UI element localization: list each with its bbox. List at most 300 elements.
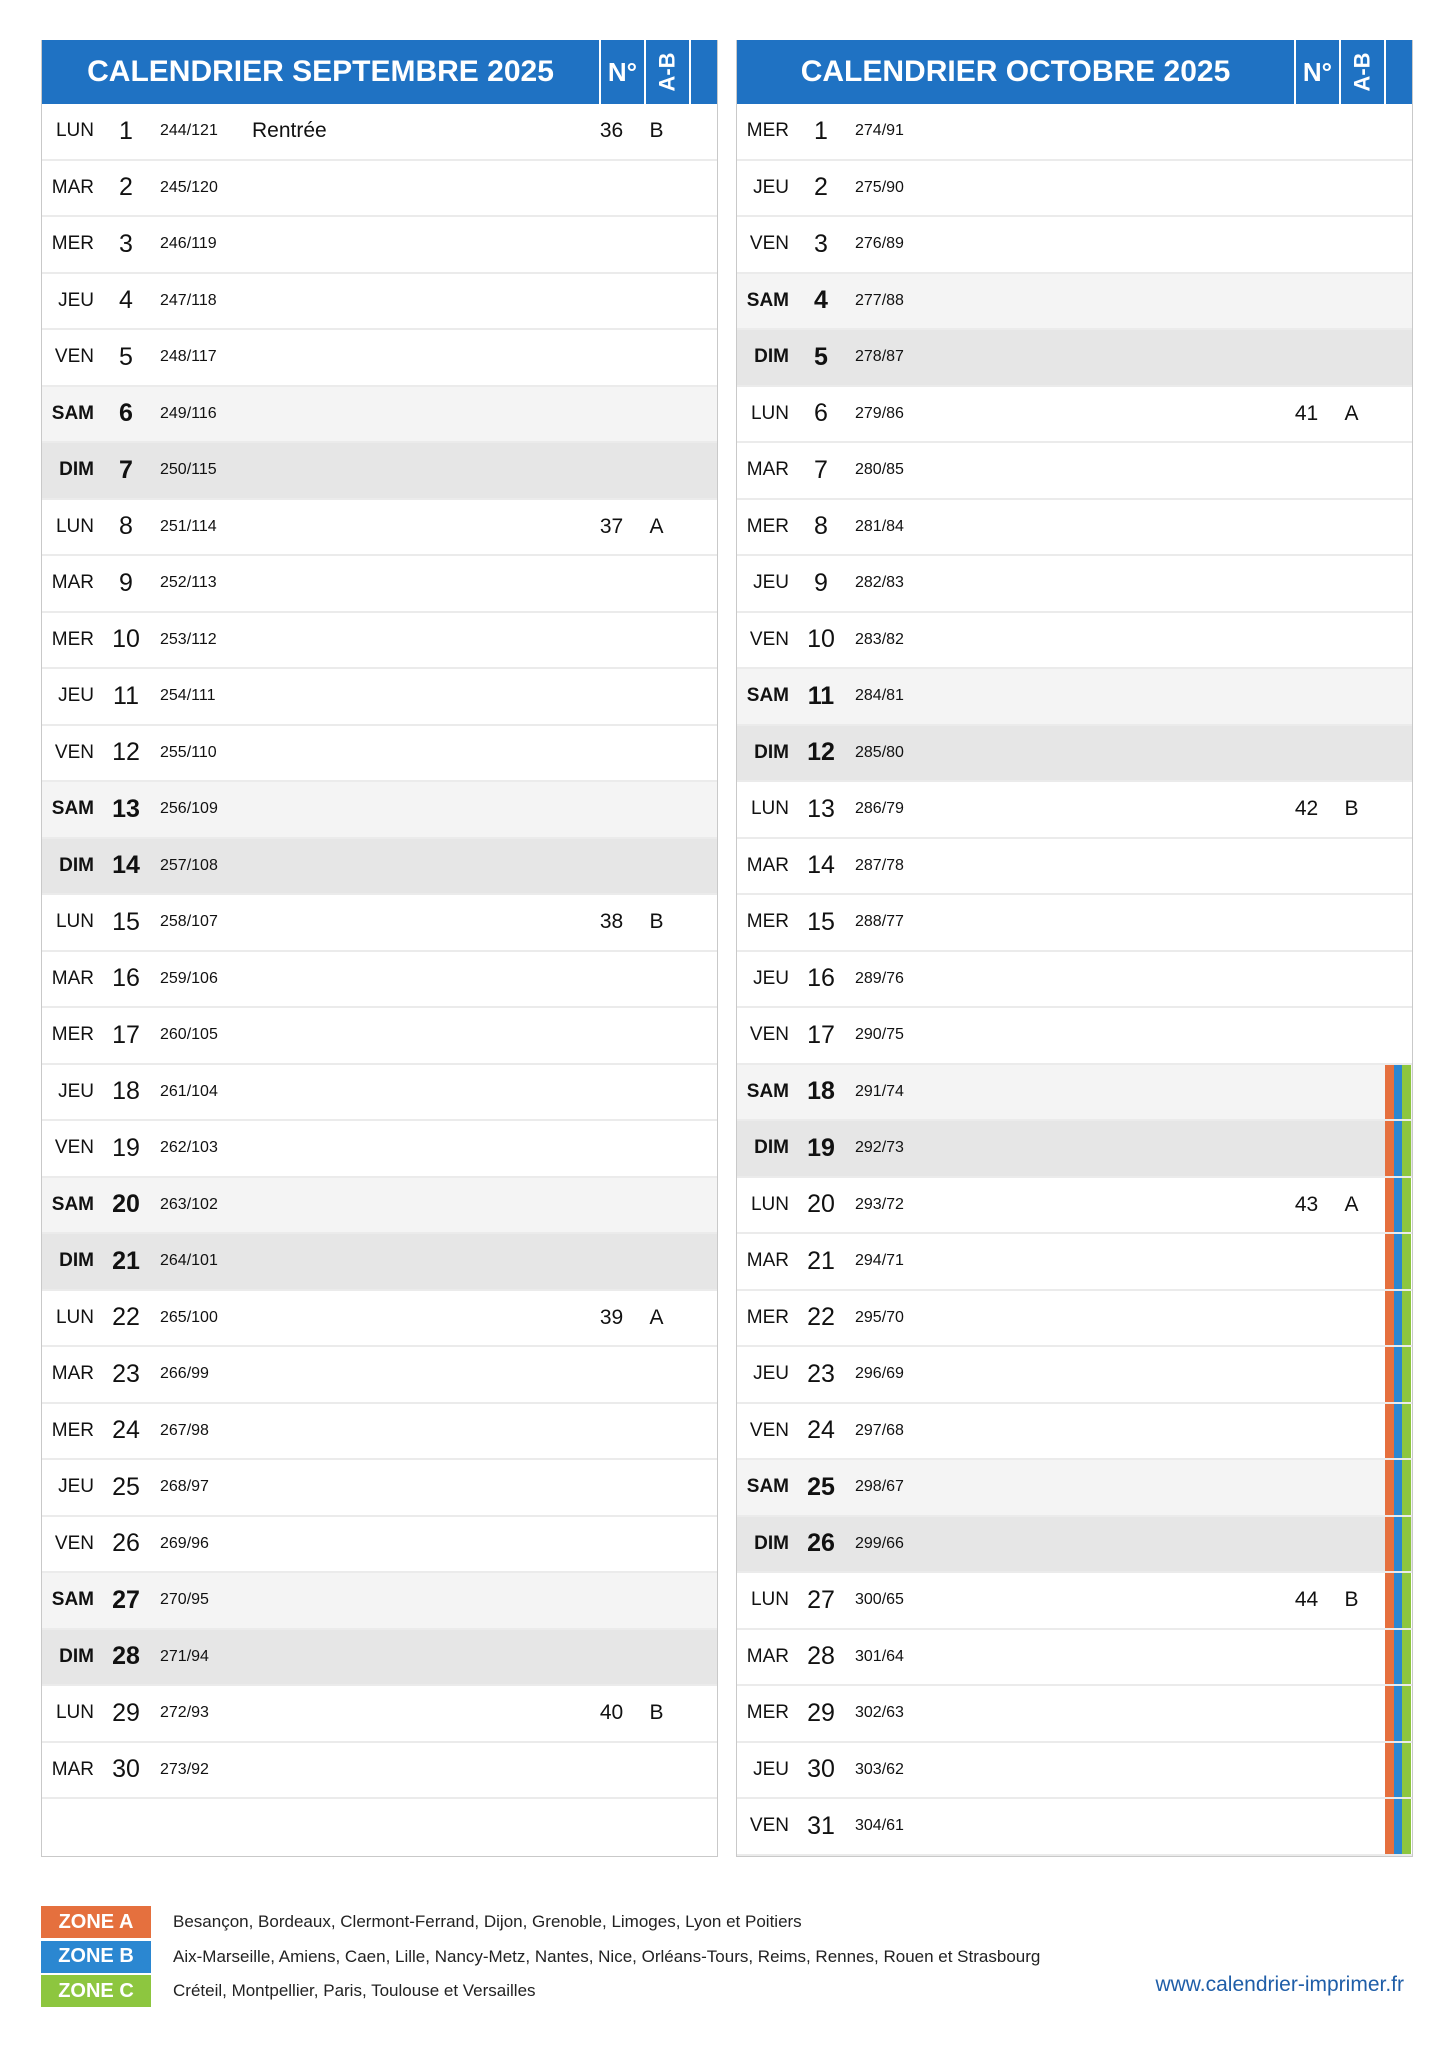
- day-name: MER: [51, 1024, 94, 1046]
- day-of-year: 276/89: [855, 235, 904, 253]
- day-of-year: 283/82: [855, 630, 904, 648]
- day-name: VEN: [54, 1532, 94, 1554]
- day-number: 31: [807, 1811, 835, 1840]
- day-name: LUN: [750, 1589, 789, 1611]
- day-of-year: 244/121: [160, 122, 218, 140]
- day-number: 20: [807, 1190, 835, 1219]
- day-of-year: 277/88: [855, 291, 904, 309]
- day-of-year: 280/85: [855, 461, 904, 479]
- header-spacer: [1384, 40, 1412, 104]
- day-number: 14: [112, 851, 140, 880]
- day-of-year: 247/118: [160, 291, 217, 309]
- day-of-year: 266/99: [160, 1365, 209, 1383]
- day-name: LUN: [55, 120, 94, 142]
- zone-b-vacation-bar: [1394, 1517, 1403, 1572]
- day-row: [737, 1178, 1412, 1235]
- day-name: DIM: [59, 854, 94, 876]
- day-of-year: 270/95: [160, 1591, 209, 1609]
- day-number: 30: [112, 1755, 140, 1784]
- day-of-year: 299/66: [855, 1534, 904, 1552]
- day-of-year: 301/64: [855, 1647, 904, 1665]
- zone-b-vacation-bar: [1394, 1460, 1403, 1515]
- day-number: 25: [112, 1472, 140, 1501]
- day-name: JEU: [753, 572, 789, 594]
- zone-b-vacation-bar: [1394, 1178, 1403, 1233]
- zone-c-vacation-bar: [1402, 1291, 1411, 1346]
- day-of-year: 256/109: [160, 800, 218, 818]
- day-name: JEU: [753, 1758, 789, 1780]
- day-row: [42, 104, 717, 161]
- week-number: 43: [1294, 1192, 1319, 1216]
- day-row: [737, 1291, 1412, 1348]
- vacation-bars: [1385, 1065, 1411, 1120]
- day-row: [737, 1121, 1412, 1178]
- day-number: 28: [112, 1642, 140, 1671]
- day-name: DIM: [754, 1137, 789, 1159]
- day-of-year: 290/75: [855, 1026, 904, 1044]
- day-number: 21: [807, 1246, 835, 1275]
- day-number: 12: [807, 738, 835, 767]
- day-name: MER: [746, 515, 789, 537]
- day-row: [42, 839, 717, 896]
- day-of-year: 288/77: [855, 913, 904, 931]
- day-row: [737, 1686, 1412, 1743]
- day-number: 27: [112, 1585, 140, 1614]
- day-of-year: 298/67: [855, 1478, 904, 1496]
- day-name: JEU: [753, 1363, 789, 1385]
- day-row: [737, 726, 1412, 783]
- day-row: [737, 613, 1412, 670]
- week-number: 40: [599, 1701, 624, 1725]
- day-of-year: 279/86: [855, 404, 904, 422]
- day-of-year: 251/114: [160, 517, 217, 535]
- day-number: 19: [807, 1133, 835, 1162]
- day-number: 15: [807, 907, 835, 936]
- week-ab: A: [649, 1305, 664, 1329]
- day-name: DIM: [59, 1645, 94, 1667]
- day-of-year: 278/87: [855, 348, 904, 366]
- zone-c-vacation-bar: [1402, 1121, 1411, 1176]
- day-name: LUN: [55, 911, 94, 933]
- zone-b-vacation-bar: [1394, 1686, 1403, 1741]
- zone-a-vacation-bar: [1385, 1065, 1394, 1120]
- zone-a-vacation-bar: [1385, 1404, 1394, 1459]
- day-row: [42, 500, 717, 557]
- day-number: 27: [807, 1585, 835, 1614]
- day-number: 29: [112, 1698, 140, 1727]
- week-ab: B: [1344, 797, 1359, 821]
- zone-a-vacation-bar: [1385, 1460, 1394, 1515]
- day-name: MAR: [746, 1250, 789, 1272]
- zone-c-vacation-bar: [1402, 1178, 1411, 1233]
- day-number: 21: [112, 1246, 140, 1275]
- day-number: 2: [119, 173, 133, 202]
- day-of-year: 263/102: [160, 1195, 218, 1213]
- day-number: 13: [112, 794, 140, 823]
- day-name: SAM: [746, 1476, 789, 1498]
- zone-b-vacation-bar: [1394, 1234, 1403, 1289]
- day-name: LUN: [750, 402, 789, 424]
- day-number: 12: [112, 738, 140, 767]
- day-number: 26: [807, 1529, 835, 1558]
- day-row: [42, 387, 717, 444]
- legend-zone-b: [41, 1940, 1040, 1975]
- day-of-year: 300/65: [855, 1591, 904, 1609]
- zone-b-vacation-bar: [1394, 1630, 1403, 1685]
- day-row: [737, 1347, 1412, 1404]
- day-row: [42, 669, 717, 726]
- vacation-bars: [1385, 1743, 1411, 1798]
- day-row: [42, 895, 717, 952]
- october-title: CALENDRIER OCTOBRE 2025: [800, 55, 1231, 88]
- day-number: 20: [112, 1190, 140, 1219]
- day-number: 24: [807, 1416, 835, 1445]
- day-number: 7: [814, 455, 828, 484]
- day-number: 8: [814, 512, 828, 541]
- zone-b-vacation-bar: [1394, 1121, 1403, 1176]
- day-row: [42, 1630, 717, 1687]
- zone-a-vacation-bar: [1385, 1630, 1394, 1685]
- day-of-year: 268/97: [160, 1478, 209, 1496]
- zone-a-vacation-bar: [1385, 1686, 1394, 1741]
- day-of-year: 295/70: [855, 1308, 904, 1326]
- day-name: DIM: [754, 1532, 789, 1554]
- day-of-year: 294/71: [855, 1252, 904, 1270]
- day-number: 5: [119, 342, 133, 371]
- day-number: 1: [814, 116, 828, 145]
- day-of-year: 286/79: [855, 800, 904, 818]
- day-name: DIM: [754, 741, 789, 763]
- day-row: [42, 1008, 717, 1065]
- day-of-year: 261/104: [160, 1082, 218, 1100]
- day-name: VEN: [749, 1024, 789, 1046]
- day-name: DIM: [59, 459, 94, 481]
- day-name: MAR: [51, 967, 94, 989]
- day-number: 18: [112, 1077, 140, 1106]
- day-of-year: 271/94: [160, 1647, 209, 1665]
- day-of-year: 253/112: [160, 630, 217, 648]
- vacation-bars: [1385, 1799, 1411, 1854]
- vacation-bars: [1385, 1178, 1411, 1233]
- day-name: JEU: [753, 176, 789, 198]
- day-row: [42, 161, 717, 218]
- ab-header: [1339, 40, 1384, 104]
- day-name: MAR: [746, 459, 789, 481]
- day-number: 19: [112, 1133, 140, 1162]
- week-number: 36: [599, 119, 624, 143]
- day-row: [737, 274, 1412, 331]
- week-number: 44: [1294, 1588, 1319, 1612]
- day-of-year: 285/80: [855, 743, 904, 761]
- day-row: [42, 1686, 717, 1743]
- vacation-bars: [1385, 1686, 1411, 1741]
- day-row: [42, 1404, 717, 1461]
- day-name: MER: [51, 1419, 94, 1441]
- zone-a-cities: Besançon, Bordeaux, Clermont-Ferrand, Dijon, Grenoble, Limoges, Lyon et Poitiers: [173, 1912, 802, 1932]
- day-number: 1: [119, 116, 133, 145]
- day-row: [42, 443, 717, 500]
- day-name: JEU: [58, 289, 94, 311]
- day-row: [737, 1743, 1412, 1800]
- day-number: 9: [814, 568, 828, 597]
- day-number: 24: [112, 1416, 140, 1445]
- day-of-year: 296/69: [855, 1365, 904, 1383]
- zone-a-vacation-bar: [1385, 1291, 1394, 1346]
- website-link[interactable]: www.calendrier-imprimer.fr: [1155, 1973, 1404, 1996]
- zone-a-vacation-bar: [1385, 1573, 1394, 1628]
- day-row: [42, 330, 717, 387]
- legend-zone-c: [41, 1974, 1040, 2009]
- vacation-bars: [1385, 1234, 1411, 1289]
- september-calendar: [41, 40, 718, 1857]
- zone-a-vacation-bar: [1385, 1234, 1394, 1289]
- day-name: JEU: [58, 685, 94, 707]
- day-number: 4: [814, 286, 828, 315]
- day-of-year: 267/98: [160, 1421, 209, 1439]
- day-number: 17: [807, 1020, 835, 1049]
- day-row: [42, 556, 717, 613]
- day-of-year: 264/101: [160, 1252, 218, 1270]
- day-row: [42, 726, 717, 783]
- day-of-year: 273/92: [160, 1760, 209, 1778]
- day-row: [737, 161, 1412, 218]
- day-row: [737, 217, 1412, 274]
- day-name: VEN: [749, 628, 789, 650]
- day-name: SAM: [746, 289, 789, 311]
- vacation-bars: [1385, 1630, 1411, 1685]
- day-name: DIM: [59, 1250, 94, 1272]
- zone-a-vacation-bar: [1385, 1799, 1394, 1854]
- day-number: 5: [814, 342, 828, 371]
- day-name: MER: [746, 1306, 789, 1328]
- day-name: DIM: [754, 346, 789, 368]
- day-of-year: 257/108: [160, 856, 218, 874]
- zone-c-vacation-bar: [1402, 1404, 1411, 1459]
- day-number: 2: [814, 173, 828, 202]
- day-of-year: 248/117: [160, 348, 217, 366]
- week-ab: B: [649, 1701, 664, 1725]
- vacation-bars: [1385, 1291, 1411, 1346]
- day-row: [42, 1517, 717, 1574]
- day-number: 17: [112, 1020, 140, 1049]
- day-of-year: 259/106: [160, 969, 218, 987]
- day-row: [42, 1234, 717, 1291]
- day-number: 25: [807, 1472, 835, 1501]
- day-row: [737, 556, 1412, 613]
- day-number: 13: [807, 794, 835, 823]
- day-row: [42, 217, 717, 274]
- vacation-bars: [1385, 1573, 1411, 1628]
- day-row: [737, 839, 1412, 896]
- day-name: SAM: [51, 798, 94, 820]
- zone-c-vacation-bar: [1402, 1234, 1411, 1289]
- day-name: SAM: [746, 1080, 789, 1102]
- day-row: [737, 1799, 1412, 1856]
- day-number: 6: [814, 399, 828, 428]
- day-row: [737, 1573, 1412, 1630]
- week-ab: A: [649, 514, 664, 538]
- day-row: [42, 952, 717, 1009]
- day-of-year: 291/74: [855, 1082, 904, 1100]
- day-of-year: 258/107: [160, 913, 218, 931]
- day-name: SAM: [51, 1589, 94, 1611]
- day-name: MER: [51, 233, 94, 255]
- header-spacer: [689, 40, 717, 104]
- week-ab: B: [649, 119, 664, 143]
- day-row: [737, 1234, 1412, 1291]
- day-name: MER: [51, 628, 94, 650]
- day-name: MAR: [51, 572, 94, 594]
- zone-c-badge: ZONE C: [41, 1975, 151, 2007]
- day-of-year: 287/78: [855, 856, 904, 874]
- day-number: 16: [807, 964, 835, 993]
- day-name: SAM: [51, 1193, 94, 1215]
- zone-b-vacation-bar: [1394, 1291, 1403, 1346]
- day-number: 10: [112, 625, 140, 654]
- day-number: 16: [112, 964, 140, 993]
- day-name: MAR: [746, 854, 789, 876]
- zone-b-vacation-bar: [1394, 1799, 1403, 1854]
- day-of-year: 282/83: [855, 574, 904, 592]
- day-row: [42, 274, 717, 331]
- day-name: MAR: [51, 1363, 94, 1385]
- day-of-year: 246/119: [160, 235, 217, 253]
- week-number: 41: [1294, 401, 1319, 425]
- day-number: 18: [807, 1077, 835, 1106]
- zone-b-vacation-bar: [1394, 1404, 1403, 1459]
- zone-legend: [41, 1905, 1040, 2009]
- september-header: [42, 40, 717, 104]
- zone-a-badge: ZONE A: [41, 1906, 151, 1938]
- day-number: 8: [119, 512, 133, 541]
- day-number: 23: [807, 1359, 835, 1388]
- day-name: LUN: [55, 515, 94, 537]
- day-row: [42, 1291, 717, 1348]
- day-of-year: 260/105: [160, 1026, 218, 1044]
- day-name: MAR: [746, 1645, 789, 1667]
- day-number: 30: [807, 1755, 835, 1784]
- day-name: MAR: [51, 1758, 94, 1780]
- day-of-year: 281/84: [855, 517, 904, 535]
- day-row: [737, 1065, 1412, 1122]
- day-number: 28: [807, 1642, 835, 1671]
- day-of-year: 255/110: [160, 743, 217, 761]
- vacation-bars: [1385, 1347, 1411, 1402]
- day-number: 9: [119, 568, 133, 597]
- vacation-bars: [1385, 1404, 1411, 1459]
- zone-c-vacation-bar: [1402, 1686, 1411, 1741]
- week-ab: B: [649, 910, 664, 934]
- day-name: LUN: [55, 1702, 94, 1724]
- october-header: [737, 40, 1412, 104]
- zone-b-vacation-bar: [1394, 1743, 1403, 1798]
- day-name: VEN: [54, 346, 94, 368]
- day-number: 10: [807, 625, 835, 654]
- zone-a-vacation-bar: [1385, 1178, 1394, 1233]
- zone-b-vacation-bar: [1394, 1347, 1403, 1402]
- day-name: LUN: [55, 1306, 94, 1328]
- day-row: [737, 443, 1412, 500]
- day-number: 29: [807, 1698, 835, 1727]
- day-row: [737, 895, 1412, 952]
- day-of-year: 249/116: [160, 404, 217, 422]
- day-number: 6: [119, 399, 133, 428]
- day-of-year: 262/103: [160, 1139, 218, 1157]
- day-of-year: 289/76: [855, 969, 904, 987]
- day-of-year: 252/113: [160, 574, 217, 592]
- week-number: 37: [599, 514, 624, 538]
- zone-b-badge: ZONE B: [41, 1941, 151, 1973]
- day-of-year: 293/72: [855, 1195, 904, 1213]
- day-of-year: 274/91: [855, 122, 904, 140]
- week-ab: B: [1344, 1588, 1359, 1612]
- week-ab: A: [1344, 1192, 1359, 1216]
- day-of-year: 250/115: [160, 461, 217, 479]
- week-number: 38: [599, 910, 624, 934]
- day-number: 14: [807, 851, 835, 880]
- day-row: [737, 104, 1412, 161]
- day-row: [737, 1008, 1412, 1065]
- day-row: [42, 1573, 717, 1630]
- vacation-bars: [1385, 1460, 1411, 1515]
- day-number: 11: [807, 681, 835, 710]
- september-rows: [42, 104, 717, 1856]
- day-name: MAR: [51, 176, 94, 198]
- day-event: Rentrée: [252, 119, 327, 143]
- day-number: 22: [112, 1303, 140, 1332]
- ab-header: [644, 40, 689, 104]
- zone-b-vacation-bar: [1394, 1573, 1403, 1628]
- day-of-year: 303/62: [855, 1760, 904, 1778]
- day-name: SAM: [746, 685, 789, 707]
- vacation-bars: [1385, 1121, 1411, 1176]
- week-number: 42: [1294, 797, 1319, 821]
- day-row: [737, 952, 1412, 1009]
- zone-a-vacation-bar: [1385, 1743, 1394, 1798]
- zone-b-vacation-bar: [1394, 1065, 1403, 1120]
- zone-a-vacation-bar: [1385, 1517, 1394, 1572]
- legend-zone-a: [41, 1905, 1040, 1940]
- day-row: [42, 1121, 717, 1178]
- day-row: [737, 1460, 1412, 1517]
- day-row: [42, 1347, 717, 1404]
- day-number: 23: [112, 1359, 140, 1388]
- day-name: JEU: [753, 967, 789, 989]
- day-name: MER: [746, 120, 789, 142]
- day-of-year: 302/63: [855, 1704, 904, 1722]
- october-calendar: [736, 40, 1413, 1857]
- day-number: 3: [119, 229, 133, 258]
- day-of-year: 245/120: [160, 178, 218, 196]
- day-number: 11: [113, 681, 139, 710]
- day-name: LUN: [750, 1193, 789, 1215]
- day-number: 22: [807, 1303, 835, 1332]
- day-of-year: 254/111: [160, 687, 216, 705]
- zone-c-vacation-bar: [1402, 1347, 1411, 1402]
- ab-header-label: A-B: [1349, 52, 1375, 92]
- day-name: MER: [746, 1702, 789, 1724]
- september-title: CALENDRIER SEPTEMBRE 2025: [87, 55, 554, 88]
- day-of-year: 284/81: [855, 687, 904, 705]
- day-row: [737, 1630, 1412, 1687]
- day-row: [737, 669, 1412, 726]
- day-of-year: 275/90: [855, 178, 904, 196]
- day-row: [42, 782, 717, 839]
- zone-a-vacation-bar: [1385, 1121, 1394, 1176]
- week-number-header: N°: [1294, 40, 1339, 104]
- ab-header-label: A-B: [654, 52, 680, 92]
- day-name: JEU: [58, 1476, 94, 1498]
